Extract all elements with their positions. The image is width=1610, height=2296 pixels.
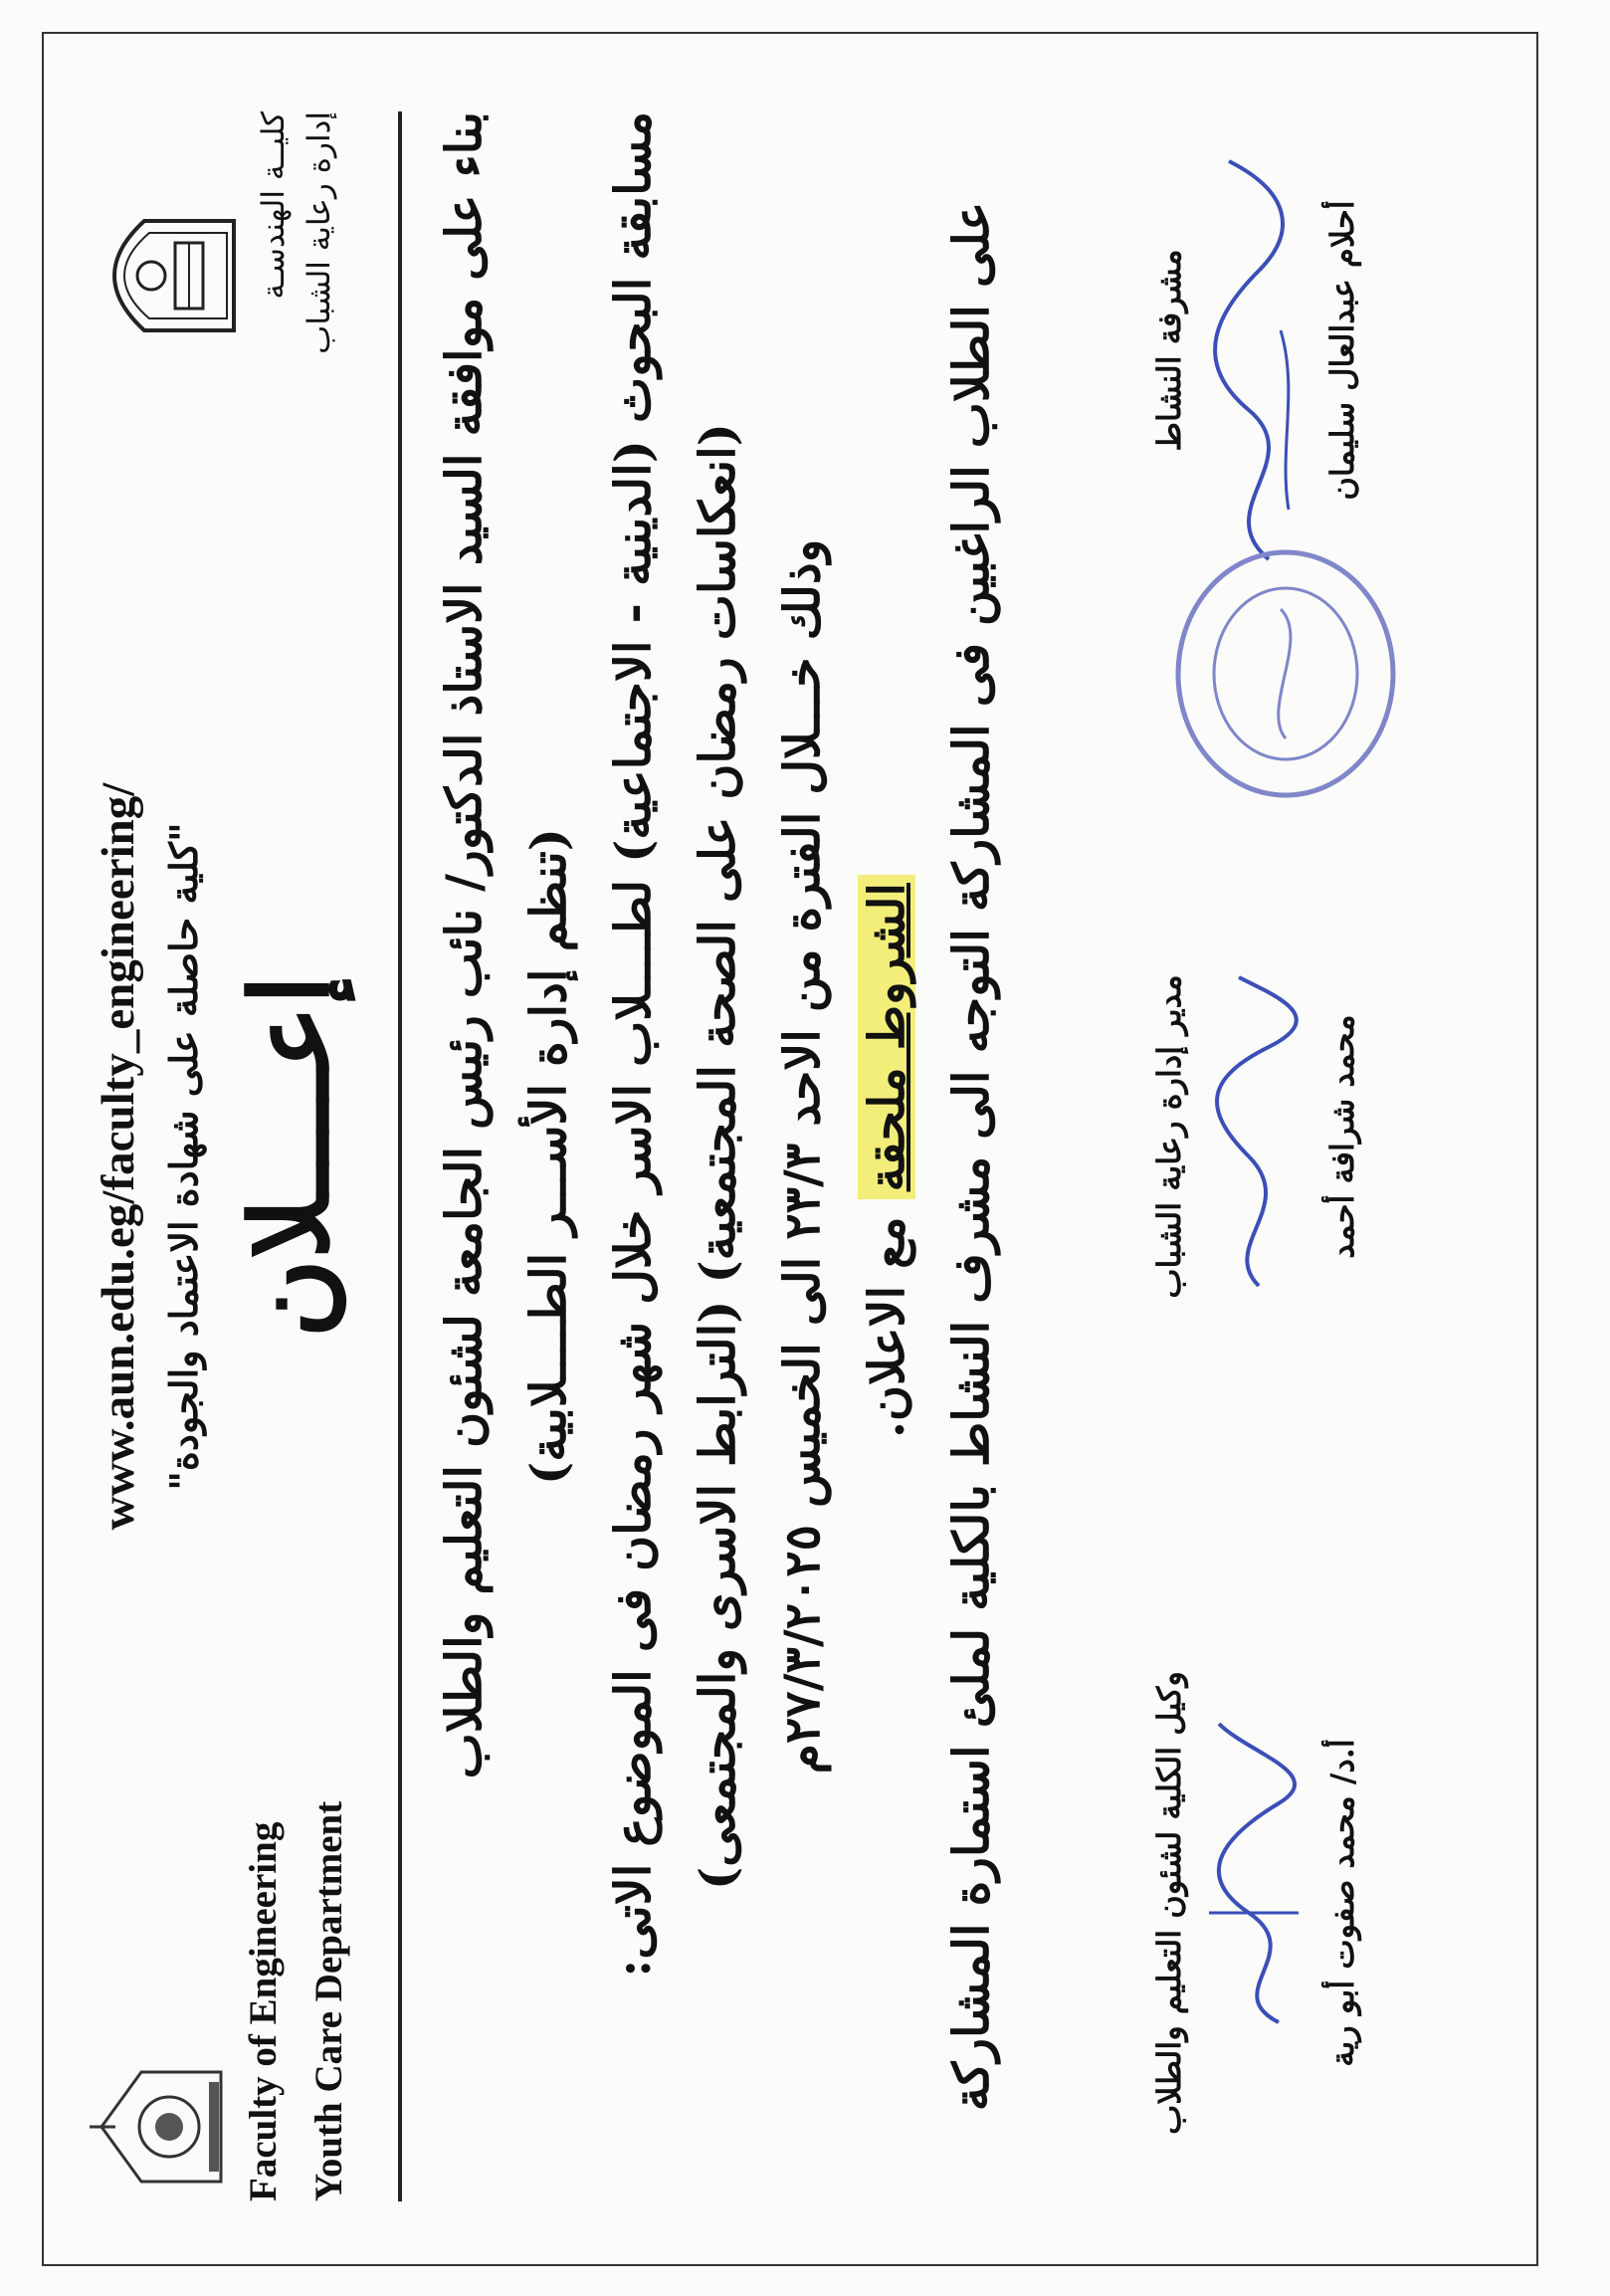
body-line-competition: مسابقة البحوث (الدينية - الاجتماعية) لطــــلاب الاسر خلال شهر رمضان فى الموضوع الاتى: [604, 111, 662, 1978]
quality-statement: "كلية حاصلة على شهادة الاعتماد والجودة" [161, 822, 206, 1491]
conditions-suffix: مع الاعلان. [858, 1216, 915, 1439]
official-stamp [1151, 539, 1420, 808]
faculty-name-arabic [251, 111, 342, 410]
signatory-name: أ.د/ محمد صفوت أبو رية [1323, 1739, 1361, 2067]
announcement-body [422, 111, 1014, 2201]
handwritten-signature-2 [1189, 967, 1318, 1296]
body-line-authorization: بناء على موافقة السيد الاستاذ الدكتور/ نائب رئيس الجامعة لشئون التعليم والطلاب [435, 111, 493, 1779]
page-title: إعــــلان [228, 974, 353, 1339]
website-url: www.aun.edu.eg/faculty_engineering/ [93, 782, 144, 1531]
faculty-line-ar: كليــة الهندسـة [256, 111, 292, 300]
header-divider [398, 111, 402, 2201]
handwritten-signature-3 [1189, 1714, 1318, 2032]
body-line-period: وذلك خـــلال الفترة من الاحد ٢٣/٣ الى الخميس ٢٧/٣/٢٠٢٥م [773, 538, 831, 1774]
signatory-title: مدير إدارة رعاية الشباب [1150, 974, 1188, 1299]
body-line-organizer: (تنظم إدارة الأســـر الطــــلابية) [519, 828, 577, 1485]
signatory-name: أحلام عبدالعال سليمان [1323, 200, 1361, 501]
signatory-title: وكيل الكلية لشئون التعليم والطلاب [1150, 1671, 1188, 2135]
faculty-emblem-icon [90, 211, 239, 340]
highlighted-conditions: الشروط ملحقة [858, 875, 915, 1200]
faculty-line: Faculty of Engineering [242, 1821, 285, 2201]
handwritten-signature-1 [1189, 151, 1318, 569]
department-line: Youth Care Department [307, 1800, 350, 2201]
body-line-closing: على الطلاب الراغبين فى المشاركة التوجه الى مشرف النشاط بالكلية لملئ استمارة المشاركة [942, 201, 1000, 2112]
signatory-name: محمد شرافة أحمد [1323, 1014, 1361, 1259]
signatory-title: مشرفة النشاط [1150, 249, 1188, 452]
body-line-topics: (انعكاسات رمضان على الصحة المجتمعية) (الترابط الاسرى والمجتمعى) [689, 423, 746, 1890]
department-line-ar: إدارة رعاية الشباب [302, 111, 337, 354]
announcement-document [62, 92, 1495, 2221]
signatures-block [1141, 111, 1440, 2201]
body-line-conditions [845, 111, 929, 2201]
university-crest-icon [82, 2052, 231, 2201]
